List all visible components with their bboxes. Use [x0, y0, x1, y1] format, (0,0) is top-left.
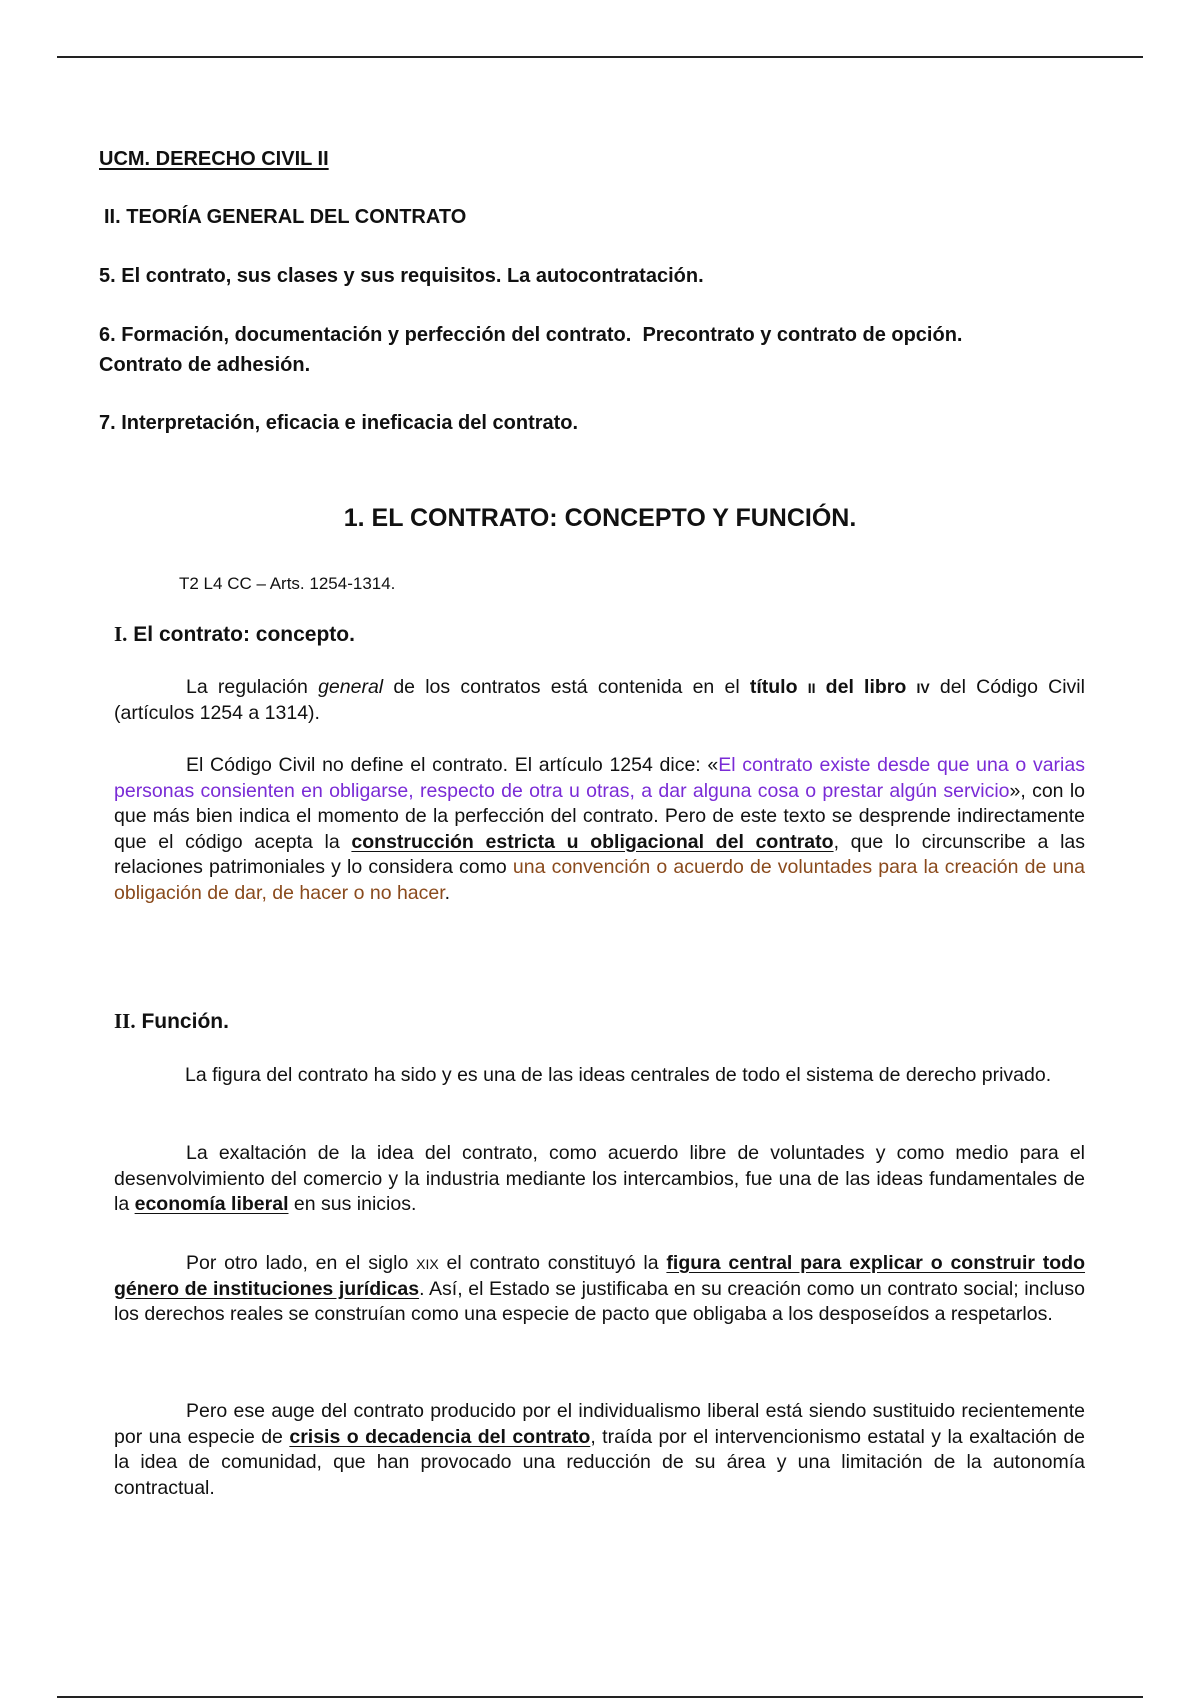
section-1-paragraph-1: La regulación general de los contratos está contenida en el título ii del libro iv del Código Civil (artículos 1254 a 1314).	[114, 676, 1085, 724]
course-title: UCM. DERECHO CIVIL II	[99, 148, 329, 170]
key-concept-economia-liberal: economía liberal	[134, 1193, 289, 1215]
section-1-number: I.	[114, 622, 128, 646]
contract-definition: una convención o acuerdo de voluntades para la creación de una obligación de dar, de hacer o no hacer	[114, 856, 1085, 904]
section-2-paragraph-1: La figura del contrato ha sido y es una de las ideas centrales de todo el sistema de derecho privado.	[185, 1064, 1052, 1086]
part-title: II. TEORÍA GENERAL DEL CONTRATO	[104, 206, 467, 228]
section-2-paragraph-4: Pero ese auge del contrato producido por el individualismo liberal está siendo sustituido recientemente por una especie de crisis o decadencia del contrato, traída por el intervencionismo estatal y la exaltación de la idea de comunidad, que han provocado una reducción de su área y una limitación de la autonomía contractual.	[114, 1400, 1086, 1499]
bottom-rule	[57, 1696, 1143, 1698]
section-2-number: II.	[114, 1009, 136, 1033]
section-2-title: Función.	[141, 1010, 229, 1033]
main-title: 1. EL CONTRATO: CONCEPTO Y FUNCIÓN.	[343, 504, 857, 532]
section-2-heading	[114, 1009, 229, 1034]
topic-6: 6. Formación, documentación y perfección del contrato. Precontrato y contrato de opción.	[99, 324, 963, 346]
article-1254-quote: El contrato existe desde que una o varias personas consienten en obligarse, respecto de otra u otras, a dar alguna cosa o prestar algún servicio	[114, 754, 1085, 802]
top-rule	[57, 56, 1143, 58]
topic-6-cont: Contrato de adhesión.	[99, 354, 311, 376]
section-1-title: El contrato: concepto.	[133, 623, 355, 646]
article-reference: T2 L4 CC – Arts. 1254-1314.	[179, 574, 396, 593]
section-1-paragraph-2: El Código Civil no define el contrato. El artículo 1254 dice: «El contrato existe desde que una o varias personas consienten en obligarse, respecto de otra u otras, a dar alguna cosa o prestar algún servicio», con lo que más bien indica el momento de la perfección del contrato. Pero de este texto se desprende indirectamente que el código acepta la construcción estricta u obligacional del contrato, que lo circunscribe a las relaciones patrimoniales y lo considera como una convención o acuerdo de voluntades para la creación de una obligación de dar, de hacer o no hacer.	[114, 754, 1086, 904]
section-2-paragraph-2: La exaltación de la idea del contrato, como acuerdo libre de voluntades y como medio para el desenvolvimiento del comercio y la industria mediante los intercambios, fue una de las ideas fundamentales de la economía liberal en sus inicios.	[114, 1142, 1085, 1215]
key-concept-figura-central: figura central para explicar o construir todo género de instituciones jurídicas	[114, 1252, 1086, 1300]
topic-5: 5. El contrato, sus clases y sus requisitos. La autocontratación.	[99, 265, 704, 287]
key-concept-crisis: crisis o decadencia del contrato	[289, 1425, 591, 1448]
section-1-heading	[114, 622, 355, 647]
section-2-paragraph-3: Por otro lado, en el siglo xix el contrato constituyó la figura central para explicar o construir todo género de instituciones jurídicas. Así, el Estado se justificaba en su creación como un contrato social; incluso los derechos reales se construían como una especie de pacto que obligaba a los desposeídos a respetarlos.	[114, 1252, 1086, 1325]
key-concept-obligacional: construcción estricta u obligacional del contrato	[351, 830, 834, 853]
topic-7: 7. Interpretación, eficacia e ineficacia del contrato.	[99, 412, 579, 434]
